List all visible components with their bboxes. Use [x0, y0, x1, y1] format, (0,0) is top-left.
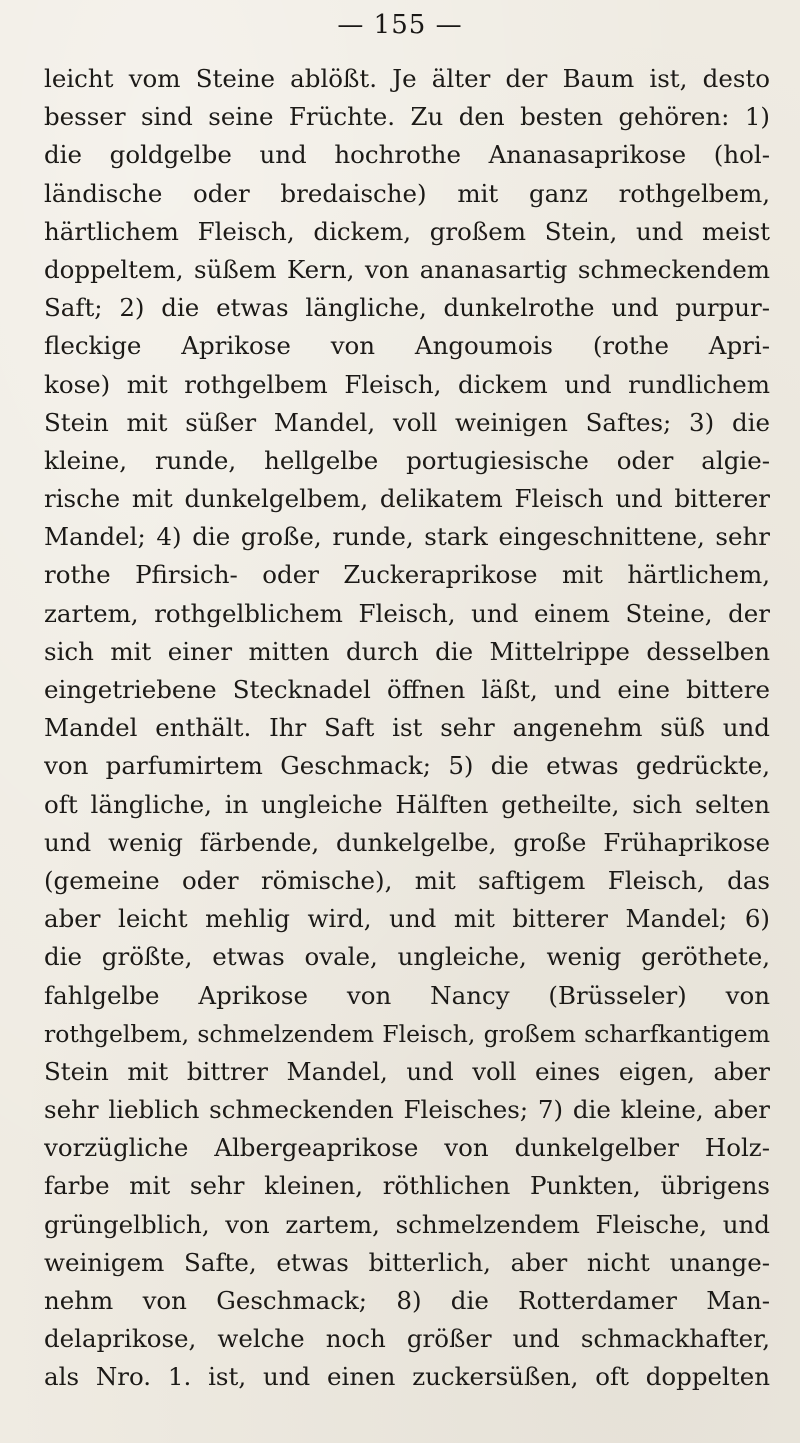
- text-line-13: Mandel; 4) die große, runde, stark eingeschnittene, sehr: [44, 522, 770, 552]
- body-text: [44, 60, 770, 1397]
- text-line-22: (gemeine oder römische), mit saftigem Fleisch, das: [44, 865, 770, 895]
- text-line-2: besser sind seine Früchte. Zu den besten gehören: 1): [44, 102, 770, 132]
- text-line-5: härtlichem Fleisch, dickem, großem Stein, und meist: [44, 216, 770, 246]
- text-line-34: delaprikose, welche noch größer und schmackhafter,: [44, 1324, 770, 1354]
- text-line-29: vorzügliche Albergeaprikose von dunkelgelber Holz-: [44, 1133, 770, 1163]
- text-line-15: zartem, rothgelblichem Fleisch, und einem Steine, der: [44, 598, 770, 628]
- text-line-18: Mandel enthält. Ihr Saft ist sehr angenehm süß und: [44, 713, 770, 743]
- text-line-26: rothgelbem, schmelzendem Fleisch, großem scharfkantigem: [44, 1019, 770, 1048]
- text-line-33: nehm von Geschmack; 8) die Rotterdamer Man-: [44, 1286, 770, 1315]
- text-line-16: sich mit einer mitten durch die Mittelrippe desselben: [44, 636, 770, 666]
- text-line-10: Stein mit süßer Mandel, voll weinigen Saftes; 3) die: [44, 407, 770, 437]
- text-line-14: rothe Pfirsich- oder Zuckeraprikose mit härtlichem,: [44, 560, 770, 590]
- text-line-11: kleine, runde, hellgelbe portugiesische oder algie-: [44, 445, 770, 475]
- text-line-28: sehr lieblich schmeckenden Fleisches; 7) die kleine, aber: [44, 1095, 770, 1125]
- text-line-23: aber leicht mehlig wird, und mit bitterer Mandel; 6): [44, 904, 770, 934]
- text-line-27: Stein mit bittrer Mandel, und voll eines eigen, aber: [44, 1056, 770, 1086]
- text-line-6: doppeltem, süßem Kern, von ananasartig schmeckendem: [44, 254, 770, 284]
- text-line-12: rische mit dunkelgelbem, delikatem Fleisch und bitterer: [44, 484, 770, 514]
- text-line-32: weinigem Safte, etwas bitterlich, aber nicht unange-: [44, 1247, 770, 1277]
- text-line-35: als Nro. 1. ist, und einen zuckersüßen, oft doppelten: [44, 1362, 770, 1392]
- text-line-7: Saft; 2) die etwas längliche, dunkelrothe und purpur-: [44, 293, 770, 323]
- text-line-3: die goldgelbe und hochrothe Ananasaprikose (hol-: [44, 140, 770, 170]
- page-number: — 155 —: [337, 10, 463, 40]
- text-line-30: farbe mit sehr kleinen, röthlichen Punkten, übrigens: [44, 1171, 770, 1201]
- text-line-21: und wenig färbende, dunkelgelbe, große Frühaprikose: [44, 827, 770, 857]
- text-line-8: fleckige Aprikose von Angoumois (rothe Apri-: [44, 331, 770, 361]
- text-line-19: von parfumirtem Geschmack; 5) die etwas gedrückte,: [44, 751, 770, 781]
- text-line-1: leicht vom Steine ablößt. Je älter der Baum ist, desto: [44, 64, 770, 93]
- text-line-20: oft längliche, in ungleiche Hälften getheilte, sich selten: [44, 789, 770, 819]
- text-line-24: die größte, etwas ovale, ungleiche, wenig geröthete,: [44, 942, 770, 972]
- text-line-31: grüngelblich, von zartem, schmelzendem Fleische, und: [44, 1209, 770, 1239]
- text-line-25: fahlgelbe Aprikose von Nancy (Brüsseler) von: [44, 980, 770, 1010]
- text-line-4: ländische oder bredaische) mit ganz rothgelbem,: [44, 178, 770, 208]
- text-line-9: kose) mit rothgelbem Fleisch, dickem und rundlichem: [44, 369, 770, 399]
- text-line-17: eingetriebene Stecknadel öffnen läßt, und eine bittere: [44, 675, 770, 704]
